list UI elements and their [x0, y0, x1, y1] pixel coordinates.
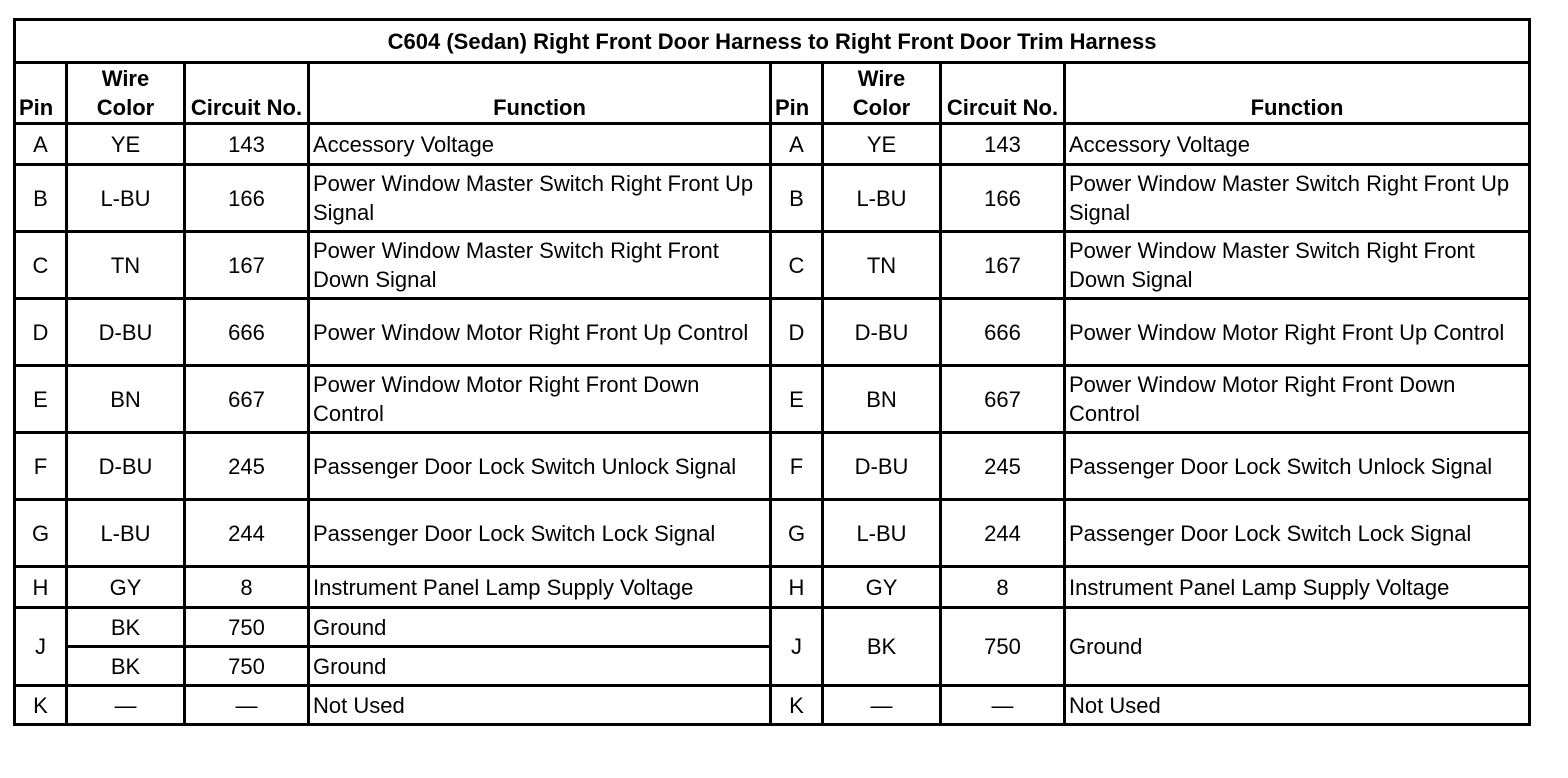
wire-color-cell: D-BU: [67, 299, 185, 366]
pin-cell: E: [771, 366, 823, 433]
circuit-cell: 750: [941, 608, 1065, 686]
pin-cell: G: [15, 500, 67, 567]
pin-cell: E: [15, 366, 67, 433]
circuit-cell: 750: [185, 608, 309, 647]
pin-cell: A: [15, 124, 67, 165]
function-header: Function: [309, 63, 771, 124]
circuit-cell: 166: [185, 165, 309, 232]
function-cell: Accessory Voltage: [1065, 124, 1530, 165]
circuit-cell: 8: [185, 567, 309, 608]
circuit-cell: 167: [185, 232, 309, 299]
wire-color-cell: BK: [67, 608, 185, 647]
circuit-cell: 244: [941, 500, 1065, 567]
pin-cell: F: [15, 433, 67, 500]
connector-pinout-table: [13, 18, 1531, 726]
wire-color-header: Wire Color: [67, 63, 185, 124]
pin-cell: C: [15, 232, 67, 299]
wire-color-cell: BN: [67, 366, 185, 433]
wire-color-header: Wire Color: [823, 63, 941, 124]
wire-color-cell: GY: [823, 567, 941, 608]
circuit-cell: 143: [185, 124, 309, 165]
function-cell: Accessory Voltage: [309, 124, 771, 165]
pin-cell: H: [15, 567, 67, 608]
wire-color-cell: D-BU: [823, 433, 941, 500]
wire-color-cell: D-BU: [67, 433, 185, 500]
header-row: [15, 63, 1530, 124]
wire-color-cell: TN: [823, 232, 941, 299]
circuit-cell: 667: [941, 366, 1065, 433]
table-row: [15, 366, 1530, 433]
wire-color-cell: BN: [823, 366, 941, 433]
wire-color-cell: —: [823, 686, 941, 725]
function-header: Function: [1065, 63, 1530, 124]
table-row: [15, 500, 1530, 567]
circuit-cell: 245: [185, 433, 309, 500]
function-cell: Ground: [309, 647, 771, 686]
function-cell: Power Window Motor Right Front Down Control: [1065, 366, 1530, 433]
function-cell: Power Window Master Switch Right Front Up Signal: [1065, 165, 1530, 232]
pin-cell: B: [771, 165, 823, 232]
pin-cell: K: [15, 686, 67, 725]
pin-cell: F: [771, 433, 823, 500]
circuit-cell: —: [941, 686, 1065, 725]
wire-color-cell: GY: [67, 567, 185, 608]
table-row: [15, 165, 1530, 232]
function-cell: Passenger Door Lock Switch Unlock Signal: [1065, 433, 1530, 500]
table-row: [15, 686, 1530, 725]
pin-cell: H: [771, 567, 823, 608]
function-cell: Passenger Door Lock Switch Lock Signal: [1065, 500, 1530, 567]
pin-cell: J: [771, 608, 823, 686]
table-title: C604 (Sedan) Right Front Door Harness to Right Front Door Trim Harness: [15, 20, 1530, 63]
circuit-cell: —: [185, 686, 309, 725]
function-cell: Passenger Door Lock Switch Lock Signal: [309, 500, 771, 567]
pin-cell: C: [771, 232, 823, 299]
pin-cell: K: [771, 686, 823, 725]
table-row: [15, 232, 1530, 299]
pin-cell: G: [771, 500, 823, 567]
pin-header: Pin: [15, 63, 67, 124]
function-cell: Power Window Motor Right Front Down Control: [309, 366, 771, 433]
circuit-no-header: Circuit No.: [941, 63, 1065, 124]
function-cell: Instrument Panel Lamp Supply Voltage: [309, 567, 771, 608]
circuit-cell: 244: [185, 500, 309, 567]
function-cell: Power Window Master Switch Right Front Down Signal: [1065, 232, 1530, 299]
circuit-cell: 143: [941, 124, 1065, 165]
wire-color-cell: D-BU: [823, 299, 941, 366]
wire-color-cell: BK: [823, 608, 941, 686]
circuit-cell: 8: [941, 567, 1065, 608]
circuit-cell: 166: [941, 165, 1065, 232]
wire-color-cell: YE: [67, 124, 185, 165]
wire-color-cell: L-BU: [67, 500, 185, 567]
function-cell: Passenger Door Lock Switch Unlock Signal: [309, 433, 771, 500]
circuit-cell: 750: [185, 647, 309, 686]
pin-cell: B: [15, 165, 67, 232]
circuit-cell: 666: [941, 299, 1065, 366]
function-cell: Not Used: [309, 686, 771, 725]
wire-color-cell: L-BU: [823, 165, 941, 232]
pin-cell: J: [15, 608, 67, 686]
wire-color-cell: BK: [67, 647, 185, 686]
table-row: [15, 608, 1530, 647]
function-cell: Power Window Motor Right Front Up Control: [309, 299, 771, 366]
pin-header: Pin: [771, 63, 823, 124]
wire-color-cell: YE: [823, 124, 941, 165]
function-cell: Instrument Panel Lamp Supply Voltage: [1065, 567, 1530, 608]
table-row: [15, 433, 1530, 500]
function-cell: Not Used: [1065, 686, 1530, 725]
function-cell: Power Window Master Switch Right Front Up Signal: [309, 165, 771, 232]
table-row: [15, 299, 1530, 366]
wire-color-cell: L-BU: [67, 165, 185, 232]
circuit-no-header: Circuit No.: [185, 63, 309, 124]
table-row: [15, 124, 1530, 165]
pin-cell: D: [15, 299, 67, 366]
circuit-cell: 666: [185, 299, 309, 366]
function-cell: Ground: [309, 608, 771, 647]
circuit-cell: 167: [941, 232, 1065, 299]
function-cell: Power Window Motor Right Front Up Control: [1065, 299, 1530, 366]
wire-color-cell: —: [67, 686, 185, 725]
circuit-cell: 245: [941, 433, 1065, 500]
pin-cell: A: [771, 124, 823, 165]
function-cell: Power Window Master Switch Right Front Down Signal: [309, 232, 771, 299]
function-cell: Ground: [1065, 608, 1530, 686]
wire-color-cell: L-BU: [823, 500, 941, 567]
wire-color-cell: TN: [67, 232, 185, 299]
table-row: [15, 567, 1530, 608]
pin-cell: D: [771, 299, 823, 366]
circuit-cell: 667: [185, 366, 309, 433]
